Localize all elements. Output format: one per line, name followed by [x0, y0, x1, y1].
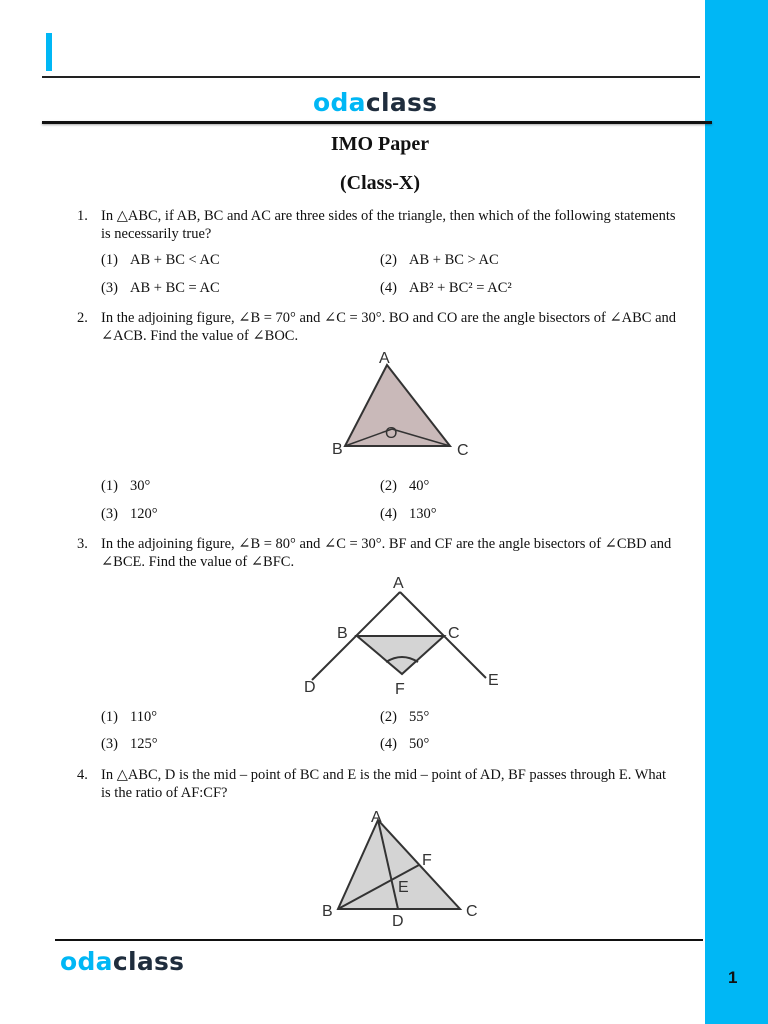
- option-text: AB + BC > AC: [409, 252, 499, 268]
- label-c: C: [466, 903, 478, 920]
- option-text: 125°: [130, 736, 158, 752]
- option-3: [101, 736, 158, 753]
- logo-oda-text: oda: [60, 947, 113, 976]
- question-text-line: In the adjoining figure, ∠B = 70° and ∠C = 30°. BO and CO are the angle bisectors of ∠ABC and: [101, 310, 677, 326]
- option-number: (3): [101, 736, 118, 752]
- option-number: (4): [380, 280, 397, 296]
- question-text-line: In the adjoining figure, ∠B = 80° and ∠C = 30°. BF and CF are the angle bisectors of ∠CBD and: [101, 536, 672, 552]
- question-number: 4.: [77, 767, 88, 783]
- logo-oda-text: oda: [313, 88, 366, 117]
- page-subtitle: (Class-X): [340, 172, 420, 194]
- label-f: F: [395, 681, 405, 698]
- option-number: (2): [380, 709, 397, 725]
- option-1: [101, 252, 220, 269]
- option-text: 110°: [130, 709, 158, 725]
- footer-logo: [60, 947, 184, 976]
- option-4: [380, 280, 512, 297]
- option-text: 130°: [409, 506, 437, 522]
- option-text: 40°: [409, 478, 430, 494]
- option-number: (4): [380, 736, 397, 752]
- option-text: 30°: [130, 478, 151, 494]
- option-text: AB² + BC² = AC²: [409, 280, 512, 296]
- footer-rule: [55, 939, 703, 941]
- option-number: (1): [101, 709, 118, 725]
- header-accent-mark: [46, 33, 52, 71]
- triangle-figure-bfc: [300, 570, 510, 700]
- option-text: 120°: [130, 506, 158, 522]
- header-rule-bottom: [42, 121, 712, 124]
- triangle-abc: [345, 365, 450, 446]
- option-number: (2): [380, 478, 397, 494]
- label-c: C: [457, 442, 469, 459]
- option-number: (1): [101, 478, 118, 494]
- option-number: (3): [101, 280, 118, 296]
- question-text-line: In △ABC, D is the mid – point of BC and E is the mid – point of AD, BF passes through E. What: [101, 767, 667, 783]
- option-3: [101, 280, 220, 297]
- label-c: C: [448, 625, 460, 642]
- label-d: D: [392, 913, 404, 930]
- label-e: E: [398, 879, 409, 896]
- question-text-line: is necessarily true?: [101, 226, 212, 242]
- page-title: IMO Paper: [330, 133, 430, 155]
- label-o: O: [385, 425, 398, 442]
- label-b: B: [332, 441, 343, 458]
- option-text: 55°: [409, 709, 430, 725]
- question-number: 2.: [77, 310, 88, 326]
- label-e: E: [488, 672, 499, 689]
- label-b: B: [337, 625, 348, 642]
- question-text-line: ∠BCE. Find the value of ∠BFC.: [101, 554, 295, 570]
- option-4: [380, 736, 429, 753]
- option-text: 50°: [409, 736, 430, 752]
- option-number: (4): [380, 506, 397, 522]
- logo-class-text: class: [365, 88, 438, 117]
- triangle-figure-afcf: [318, 805, 493, 930]
- option-number: (3): [101, 506, 118, 522]
- label-a: A: [393, 575, 404, 592]
- header-rule-top: [42, 76, 700, 78]
- triangle-bfc: [357, 636, 444, 674]
- question-number: 3.: [77, 536, 88, 552]
- label-a: A: [371, 809, 382, 826]
- label-a: A: [379, 350, 390, 367]
- option-4: [380, 506, 437, 523]
- triangle-figure-boc: [325, 345, 475, 460]
- question-text-line: In △ABC, if AB, BC and AC are three sides of the triangle, then which of the following statements: [101, 208, 676, 224]
- question-text-line: ∠ACB. Find the value of ∠BOC.: [101, 328, 299, 344]
- option-text: AB + BC < AC: [130, 252, 220, 268]
- label-d: D: [304, 679, 316, 696]
- question-text-line: is the ratio of AF:CF?: [101, 785, 228, 801]
- option-number: (2): [380, 252, 397, 268]
- option-2: [380, 709, 429, 726]
- page-number: 1: [728, 968, 738, 987]
- label-b: B: [322, 903, 333, 920]
- question-number: 1.: [77, 208, 88, 224]
- option-text: AB + BC = AC: [130, 280, 220, 296]
- header-logo: [313, 88, 437, 117]
- option-3: [101, 506, 158, 523]
- label-f: F: [422, 852, 432, 869]
- logo-class-text: class: [112, 947, 185, 976]
- option-2: [380, 478, 429, 495]
- option-2: [380, 252, 499, 269]
- option-1: [101, 478, 150, 495]
- option-number: (1): [101, 252, 118, 268]
- option-1: [101, 709, 157, 726]
